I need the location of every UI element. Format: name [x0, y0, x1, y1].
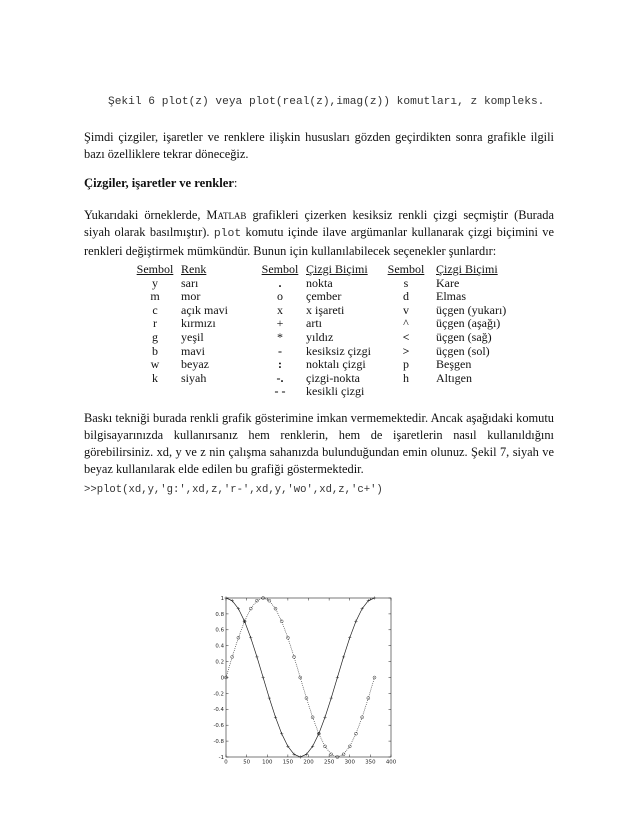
table-cell: s	[403, 275, 409, 290]
y-tick-label: -0.2	[213, 691, 224, 698]
plus-marker	[224, 596, 227, 599]
table-cell: mor	[181, 289, 201, 304]
figure-caption: Şekil 6 plot(z) veya plot(real(z),imag(z)) komutları, z kompleks.	[108, 96, 545, 108]
plus-marker	[354, 620, 357, 623]
plus-marker	[348, 636, 351, 639]
table-cell: g	[152, 329, 158, 344]
table-cell: üçgen (yukarı)	[436, 302, 507, 317]
table-cell: >	[402, 343, 410, 358]
table-cell: noktalı çizgi	[306, 357, 366, 372]
table-cell: h	[403, 370, 409, 385]
circle-marker	[330, 753, 333, 756]
table-cell: :	[278, 357, 282, 372]
x-tick-label: 400	[385, 759, 397, 764]
table-cell: Elmas	[436, 289, 466, 304]
x-tick-label: 150	[282, 759, 294, 764]
plus-marker	[274, 716, 277, 719]
circle-marker	[361, 716, 364, 719]
paragraph-options-part1: Yukarıdaki örneklerde,	[84, 208, 207, 222]
y-axis-ticks	[213, 596, 391, 761]
table-cell: çember	[306, 289, 342, 304]
table-cell: çizgi-nokta	[306, 370, 360, 385]
table-cell: yeşil	[181, 329, 204, 344]
chart-series	[224, 596, 376, 758]
circle-marker	[268, 599, 271, 602]
table-cell: .	[278, 275, 282, 290]
table-cell: üçgen (sağ)	[436, 329, 492, 344]
table-cell: kesikli çizgi	[306, 384, 365, 399]
section-heading-colon: :	[233, 176, 238, 190]
table-cell: x işareti	[306, 302, 345, 317]
paragraph-options	[84, 207, 554, 260]
circle-marker	[342, 753, 345, 756]
circle-marker	[354, 732, 357, 735]
marker-style-column	[436, 263, 506, 385]
table-cell: v	[403, 302, 409, 317]
table-cell: mavi	[181, 343, 205, 358]
table-cell: c	[152, 302, 158, 317]
table-cell: -.	[276, 370, 284, 385]
plus-marker	[336, 676, 339, 679]
table-cell: üçgen (aşağı)	[436, 316, 501, 331]
y-tick-label: -0.4	[213, 707, 224, 714]
y-tick-label: 0.4	[215, 643, 224, 650]
paragraph-print-note: Baskı tekniği burada renkli grafik gösterimine imkan vermemektedir. Ancak aşağıdaki komutu bilgisayarınızda kullanırsanız hem renklerin, hem de işaretlerin nasıl kullanıldığını görebilirsiniz. xd, y ve z nin çalışma sahanızda bulunduğundan emin olunuz. Şekil 7, siyah ve beyaz kullanılarak elde edilen bu grafiği göstermektedir.	[84, 411, 554, 476]
table-cell: d	[403, 289, 409, 304]
table-cell: açık mavi	[181, 302, 228, 317]
table-cell: p	[403, 357, 409, 372]
x-axis-ticks	[224, 598, 396, 764]
table-cell: Altıgen	[436, 370, 472, 385]
table-cell: m	[150, 289, 160, 304]
x-tick-label: 100	[262, 759, 273, 764]
table-cell: -	[278, 343, 282, 358]
table-cell: <	[402, 329, 410, 344]
plus-marker	[342, 655, 345, 658]
plus-marker	[268, 696, 271, 699]
table-cell: y	[152, 275, 158, 290]
y-tick-label: -0.8	[213, 739, 224, 745]
table-cell: yıldız	[306, 329, 334, 344]
table-cell: kırmızı	[181, 316, 216, 331]
y-tick-label: 1	[220, 595, 224, 602]
table-header: Sembol	[136, 262, 174, 276]
matlab-command: >>plot(xd,y,'g:',xd,z,'r-',xd,y,'wo',xd,z,'c+')	[84, 484, 383, 496]
table-cell: +	[276, 316, 284, 331]
table-cell: üçgen (sol)	[436, 343, 490, 358]
y-tick-label: 0	[220, 675, 224, 682]
plus-marker	[280, 732, 283, 735]
y-tick-label: -0.6	[213, 723, 224, 730]
table-header: Renk	[181, 262, 207, 276]
table-header: Sembol	[261, 262, 299, 276]
table-cell: x	[277, 302, 283, 317]
circle-marker	[367, 697, 370, 700]
circle-marker	[249, 607, 252, 610]
plus-marker	[373, 596, 376, 599]
x-tick-label: 300	[344, 759, 355, 764]
plus-marker	[299, 755, 302, 758]
table-cell: Kare	[436, 275, 460, 290]
table-cell: b	[152, 343, 158, 358]
x-tick-label: 350	[365, 759, 376, 764]
paragraph-options-part2: grafikleri çizerken kesiksiz renkli çizgi seçmiştir (Burada siyah olarak basılmıştır).	[84, 208, 554, 239]
plus-marker	[330, 696, 333, 699]
plus-marker	[262, 676, 265, 679]
y-tick-label: 0.2	[215, 659, 224, 666]
y-tick-label: 0.6	[215, 627, 224, 634]
table-cell: nokta	[306, 275, 333, 290]
table-header: Çizgi Biçimi	[436, 262, 498, 276]
table-cell: Beşgen	[436, 357, 472, 372]
circle-marker	[348, 745, 351, 748]
sine-cosine-chart	[206, 592, 400, 764]
table-cell: artı	[306, 316, 322, 331]
circle-marker	[274, 607, 277, 610]
circle-marker	[255, 599, 258, 602]
table-header: Sembol	[387, 262, 425, 276]
line-symbol-column	[259, 263, 301, 399]
table-cell: - -	[274, 384, 286, 399]
table-cell: ^	[403, 316, 409, 331]
x-tick-label: 250	[323, 759, 335, 764]
inline-code-plot: plot	[213, 228, 242, 240]
table-cell: siyah	[181, 370, 207, 385]
plus-marker	[323, 716, 326, 719]
x-tick-label: 50	[243, 759, 251, 764]
plus-marker	[249, 636, 252, 639]
table-cell: r	[153, 316, 157, 331]
table-cell: *	[277, 329, 283, 344]
plus-marker	[255, 655, 258, 658]
section-heading	[84, 176, 237, 191]
paragraph-intro: Şimdi çizgiler, işaretler ve renklere ilişkin hususları gözden geçirdikten sonra grafikle ilgili bazı özelliklere tekrar döneceğiz.	[84, 130, 554, 161]
series-line-1	[226, 598, 375, 757]
color-name-column	[181, 263, 228, 385]
table-cell: w	[150, 357, 160, 372]
line-style-column	[306, 263, 371, 399]
y-tick-label: -1	[218, 754, 224, 761]
section-heading-text: Çizgiler, işaretler ve renkler	[84, 176, 234, 190]
paragraph-options-part3: komutu içinde ilave argümanlar kullanarak çizgi biçimini ve renkleri değiştirmek mümkündür. Bunun için kullanılabilecek seçenekler şunlardır:	[84, 225, 554, 258]
color-symbol-column	[134, 263, 176, 385]
table-cell: sarı	[181, 275, 199, 290]
y-tick-label: 0.8	[215, 611, 224, 618]
table-header: Çizgi Biçimi	[306, 262, 368, 276]
plot-frame	[226, 598, 391, 757]
marker-symbol-column	[385, 263, 427, 385]
matlab-name: Matlab	[206, 208, 247, 222]
circle-marker	[324, 745, 327, 748]
table-cell: k	[152, 370, 158, 385]
circle-marker	[311, 716, 314, 719]
circle-marker	[280, 620, 283, 623]
x-tick-label: 200	[303, 759, 314, 764]
table-cell: o	[277, 289, 283, 304]
x-tick-label: 0	[224, 759, 228, 764]
table-cell: kesiksiz çizgi	[306, 343, 371, 358]
table-cell: beyaz	[181, 357, 209, 372]
